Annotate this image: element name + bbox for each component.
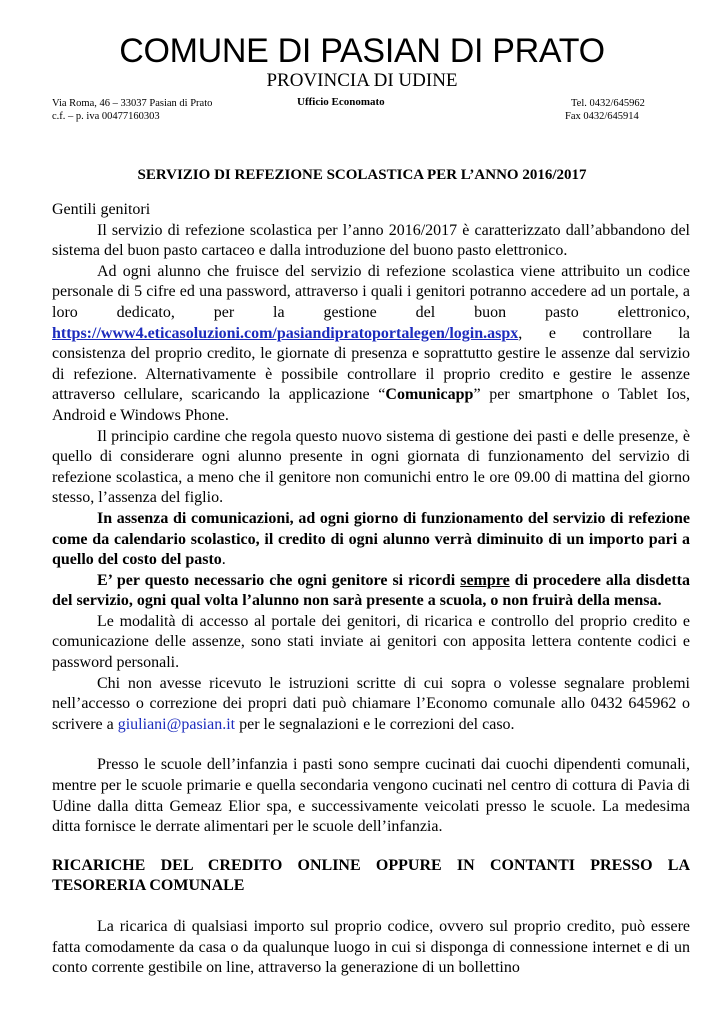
address-line: Via Roma, 46 – 33037 Pasian di Prato (52, 98, 213, 109)
email-link[interactable]: giuliani@pasian.it (117, 715, 236, 733)
paragraph-7-text-a: Chi non avesse ricevuto le istruzioni scritte di cui sopra o volesse segnalare problemi nell’accesso o correzione dei propri dati può chiamare l’Economo comunale allo 0432 645962 o scrivere a (52, 674, 690, 733)
section-heading-recharge: RICARICHE DEL CREDITO ONLINE OPPURE IN CONTANTI PRESSO LA TESORERIA COMUNALE (52, 856, 690, 895)
paragraph-2-text-a: Ad ogni alunno che fruisce del servizio di refezione scolastica viene attribuito un codice personale di 5 cifre ed una password, attraverso i quali i genitori potranno accedere ad un portale, a loro dedicato, per la gestione del buon pasto elettronico, (52, 262, 690, 321)
paragraph-6: Le modalità di accesso al portale dei genitori, di ricarica e controllo del proprio credito e comunicazione delle assenze, sono stati inviate ai genitori con apposita lettera contente codici e password personali. (52, 612, 690, 672)
paragraph-4 (52, 509, 690, 571)
greeting: Gentili genitori (52, 201, 151, 218)
paragraph-5-underlined: sempre (460, 571, 510, 589)
municipality-title: COMUNE DI PASIAN DI PRATO (119, 32, 605, 70)
paragraph-7 (52, 674, 690, 736)
paragraph-4-bold: In assenza di comunicazioni, ad ogni giorno di funzionamento del servizio di refezione come da calendario scolastico, il credito di ogni alunno verrà diminuito di un importo pari a quello del costo del pasto (52, 509, 690, 569)
paragraph-1: Il servizio di refezione scolastica per l’anno 2016/2017 è caratterizzato dall’abbandono del sistema del buon pasto cartaceo e dalla introduzione del buono pasto elettronico. (52, 221, 690, 260)
paragraph-2-text-b: , e controllare la consistenza del proprio credito, le giornate di presenza e soprattutto gestire le assenze dal servizio di refezione. Alternativamente è possibile controllare il proprio credito e gestire le assenze attraverso cellulare, scaricando la applicazione “ (52, 324, 690, 404)
paragraph-5-text-a: E’ per questo necessario che ogni genitore si ricordi (97, 571, 461, 589)
portal-link[interactable]: https://www4.eticasoluzioni.com/pasiandipratoportalegen/login.aspx (52, 324, 519, 342)
paragraph-7-text-b: per le segnalazioni e le correzioni del caso. (235, 715, 515, 733)
app-name: Comunicapp (385, 386, 474, 404)
paragraph-4-end: . (221, 551, 226, 569)
province-subtitle: PROVINCIA DI UDINE (266, 70, 458, 91)
telephone-line: Tel. 0432/645962 (571, 98, 645, 109)
paragraph-9: La ricarica di qualsiasi importo sul proprio codice, ovvero sul proprio credito, può essere fatta comodamente da casa o da qualunque luogo in cui si disponga di connessione internet e di un conto corrente gestibile on line, attraverso la generazione di un bollettino (52, 918, 690, 977)
paragraph-5 (52, 571, 690, 612)
paragraph-8: Presso le scuole dell’infanzia i pasti sono sempre cucinati dai cuochi dipendenti comunali, mentre per le scuole primarie e quella secondaria vengono cucinati nel centro di cottura di Pavia di Udine dalla ditta Gemeaz Elior spa, e successivamente veicolati presso le scuole. La medesima ditta fornisce le derrate alimentari per le scuole dell’infanzia. (52, 756, 690, 836)
letter-body (52, 200, 690, 979)
tax-code-line: c.f. – p. iva 00477160303 (52, 111, 160, 122)
office-name: Ufficio Economato (297, 96, 385, 108)
fax-line: Fax 0432/645914 (565, 111, 639, 122)
paragraph-3: Il principio cardine che regola questo nuovo sistema di gestione dei pasti e delle presenze, è quello di considerare ogni alunno presente in ogni giornata di funzionamento del servizio di refezione scolastica, a meno che il genitore non comunichi entro le ore 09.00 di mattina del giorno stesso, l’assenza del figlio. (52, 427, 690, 507)
document-heading: SERVIZIO DI REFEZIONE SCOLASTICA PER L’ANNO 2016/2017 (137, 167, 587, 183)
paragraph-2 (52, 262, 690, 427)
paragraph-5-text-b: di procedere alla disdetta del servizio, ogni qual volta l’alunno non sarà presente a scuola, o non fruirà della mensa. (52, 571, 690, 610)
paragraph-2-text-c: ” per smartphone o Tablet Ios, Android e Windows Phone. (52, 386, 690, 424)
